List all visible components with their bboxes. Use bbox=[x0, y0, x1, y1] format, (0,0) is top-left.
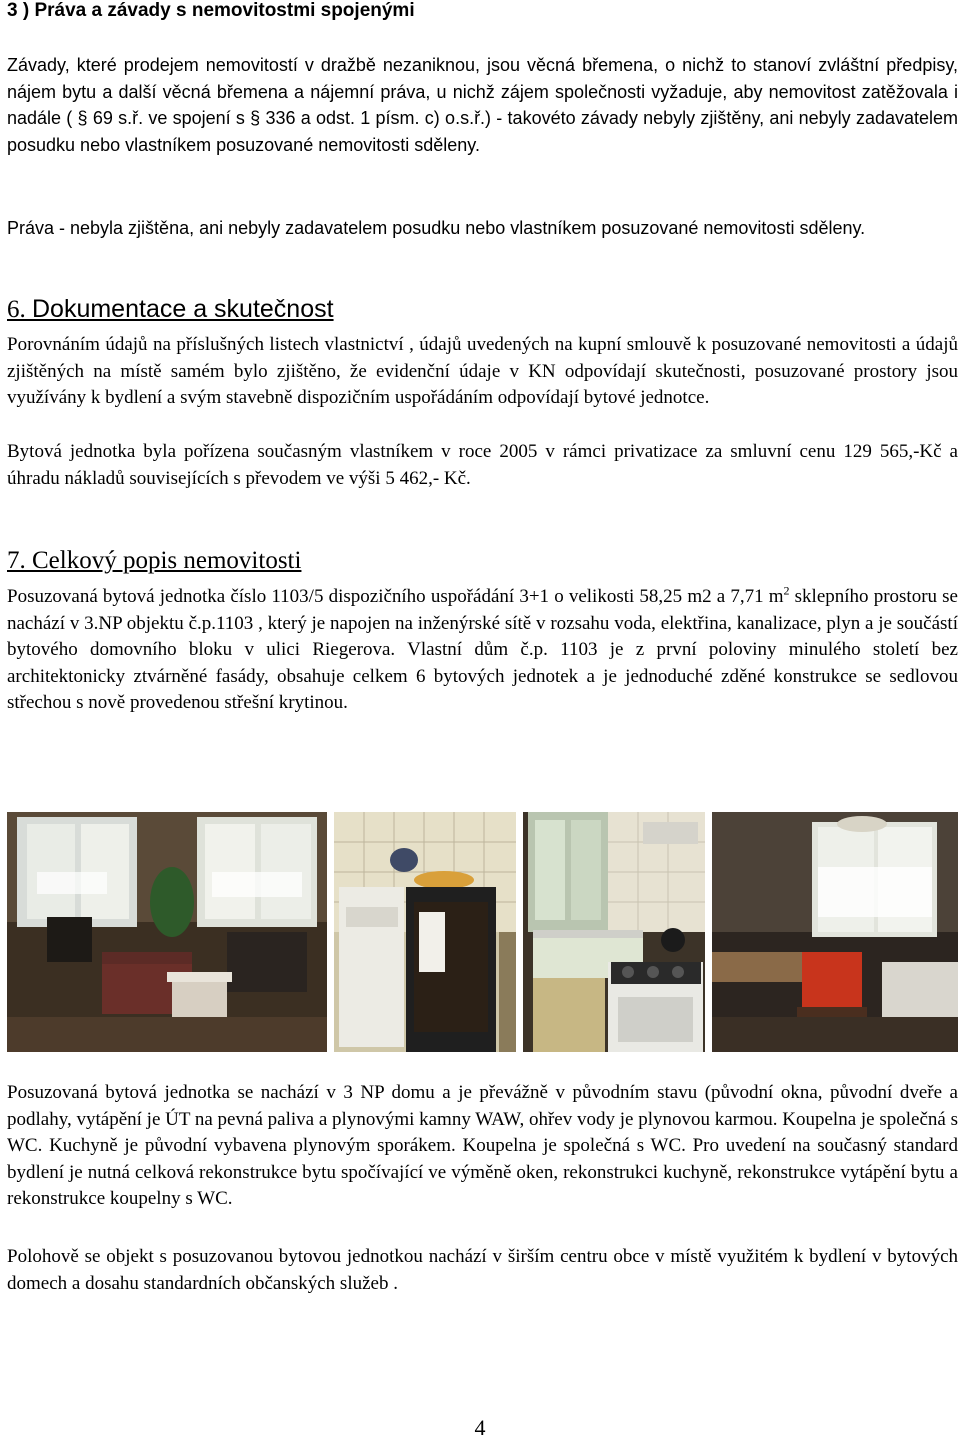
section-7-superscript: 2 bbox=[783, 583, 790, 598]
photo-strip bbox=[7, 812, 958, 1052]
section-6-paragraph-2: Bytová jednotka byla pořízena současným vlastníkem v roce 2005 v rámci privatizace za smluvní cenu 129 565,-Kč a úhradu nákladů souvisejících s převodem ve výši 5 462,- Kč. bbox=[7, 441, 958, 489]
section-6-paragraph-1: Porovnáním údajů na příslušných listech vlastnictví , údajů uvedených na kupní smlouvě k posuzované nemovitosti a údajů zjištěných na místě samém bylo zjištěno, že evidenční údaje v KN odpovídají skutečnosti, posuzované prostory jsou využívány k bydlení a svým stavebně dispozičním uspořádáním odpovídají bytové jednotce. bbox=[7, 334, 958, 408]
kitchen-sink-photo bbox=[523, 812, 705, 1052]
description-paragraph-1: Posuzovaná bytová jednotka se nachází v 3 NP domu a je převážně v původním stavu (původní okna, původní dveře a podlahy, vytápění je ÚT na pevná paliva a plynovými kamny WAW, ohřev vody je plynovou karmou. Koupelna je společná s WC. Kuchyně je původní vybavena plynovým sporákem. Koupelna je společná s WC. Pro uvedení na současný standard bydlení je nutná celková rekonstrukce bytu spočívající ve výměně oken, rekonstrukci kuchyně, rekonstrukce vytápění bytu a rekonstrukce koupelny s WC. bbox=[7, 1082, 958, 1209]
section-3-heading: 3 ) Práva a závady s nemovitostmi spojenými bbox=[7, 0, 415, 21]
kitchen-stove-photo-graphic bbox=[334, 812, 516, 1052]
section-3-paragraph-2: Práva - nebyla zjištěna, ani nebyly zadavatelem posudku nebo vlastníkem posuzované nemovitosti sděleny. bbox=[7, 218, 866, 238]
living-room-photo-graphic bbox=[7, 812, 327, 1052]
description-paragraph-2: Polohově se objekt s posuzovanou bytovou jednotkou nachází v širším centru obce v místě využitém k bydlení v bytových domech a dosahu standardních občanských služeb . bbox=[7, 1246, 958, 1294]
bedroom-window-photo-graphic bbox=[712, 812, 958, 1052]
section-7-heading: 7. Celkový popis nemovitosti bbox=[7, 547, 302, 574]
section-6-heading-number: 6. bbox=[7, 296, 32, 323]
kitchen-stove-photo bbox=[334, 812, 516, 1052]
section-7-text-a: Posuzovaná bytová jednotka číslo 1103/5 dispozičního uspořádání 3+1 o velikosti 58,25 m2 a 7,71 m bbox=[7, 586, 784, 607]
bedroom-window-photo bbox=[712, 812, 958, 1052]
section-6-heading-text: Dokumentace a skutečnost bbox=[32, 295, 334, 323]
section-6-heading bbox=[7, 294, 958, 325]
page-number: 4 bbox=[474, 1415, 486, 1440]
section-7-paragraph-1 bbox=[7, 584, 958, 717]
section-7-text-b: sklepního prostoru se nachází v 3.NP objektu č.p.1103 , který je napojen na inženýrské sítě v rozsahu voda, elektřina, kanalizace, plyn a je součástí bytového domovního bloku v ulici Riegerova. Vlastní dům č.p. 1103 je z první poloviny minulého století bez architektonicky ztvárněné fasády, obsahuje celkem 6 bytových jednotek a je jednoduché zděné konstrukce se sedlovou střechou s nově provedenou střešní krytinou. bbox=[7, 586, 958, 713]
living-room-photo bbox=[7, 812, 327, 1052]
kitchen-sink-photo-graphic bbox=[523, 812, 705, 1052]
section-3-paragraph-1: Závady, které prodejem nemovitostí v dražbě nezaniknou, jsou věcná břemena, o nichž to stanoví zvláštní předpisy, nájem bytu a další věcná břemena a nájemní práva, u nichž zájem společnosti vyžaduje, aby nemovitost zatěžovala i nadále ( § 69 s.ř. ve spojení s § 336 a odst. 1 písm. c) o.s.ř.) - takovéto závady nebyly zjištěny, ani nebyly zadavatelem posudku nebo vlastníkem posuzované nemovitosti sděleny. bbox=[7, 55, 958, 155]
